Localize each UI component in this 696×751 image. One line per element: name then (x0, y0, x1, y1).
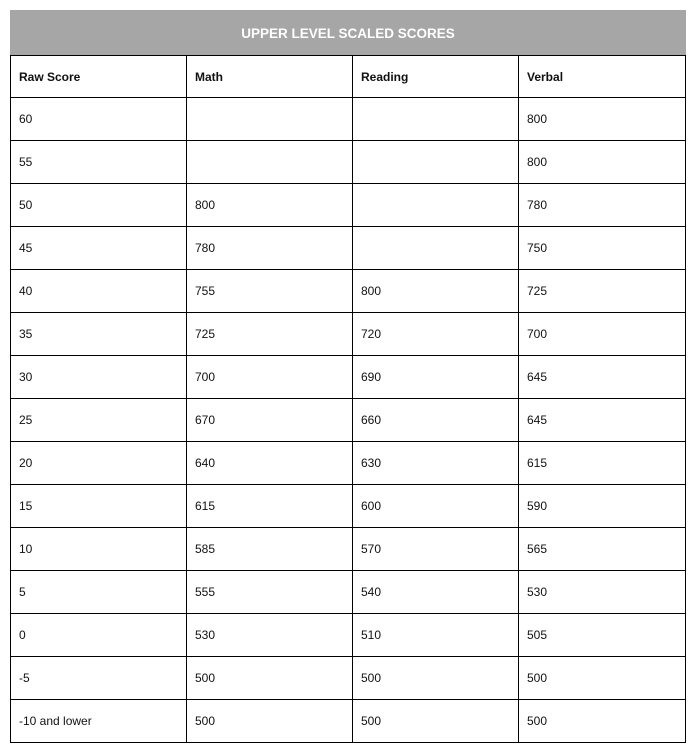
cell-verbal: 530 (519, 571, 686, 614)
cell-verbal: 590 (519, 485, 686, 528)
table-row (11, 614, 686, 657)
table-row (11, 313, 686, 356)
table-row (11, 141, 686, 184)
cell-reading: 510 (353, 614, 519, 657)
cell-raw-score: 45 (11, 227, 187, 270)
cell-reading: 600 (353, 485, 519, 528)
table-row (11, 356, 686, 399)
cell-raw-score: 20 (11, 442, 187, 485)
table-row (11, 571, 686, 614)
table-row (11, 700, 686, 743)
cell-reading: 800 (353, 270, 519, 313)
cell-reading: 500 (353, 700, 519, 743)
cell-math: 530 (187, 614, 353, 657)
cell-reading (353, 184, 519, 227)
column-header-math: Math (187, 56, 353, 98)
table-row (11, 399, 686, 442)
cell-reading (353, 227, 519, 270)
cell-reading (353, 141, 519, 184)
cell-math (187, 98, 353, 141)
cell-raw-score: 25 (11, 399, 187, 442)
table-title: UPPER LEVEL SCALED SCORES (11, 11, 686, 56)
cell-raw-score: 55 (11, 141, 187, 184)
cell-math: 500 (187, 657, 353, 700)
cell-math: 800 (187, 184, 353, 227)
cell-math: 725 (187, 313, 353, 356)
cell-verbal: 800 (519, 98, 686, 141)
cell-raw-score: 0 (11, 614, 187, 657)
cell-verbal: 780 (519, 184, 686, 227)
cell-raw-score: -5 (11, 657, 187, 700)
cell-reading: 540 (353, 571, 519, 614)
cell-math: 670 (187, 399, 353, 442)
table-row (11, 528, 686, 571)
cell-math: 755 (187, 270, 353, 313)
cell-math: 700 (187, 356, 353, 399)
cell-raw-score: 50 (11, 184, 187, 227)
cell-math: 640 (187, 442, 353, 485)
column-header-reading: Reading (353, 56, 519, 98)
cell-raw-score: 30 (11, 356, 187, 399)
cell-raw-score: 40 (11, 270, 187, 313)
cell-math: 615 (187, 485, 353, 528)
table-row (11, 442, 686, 485)
cell-math: 585 (187, 528, 353, 571)
column-header-verbal: Verbal (519, 56, 686, 98)
cell-verbal: 500 (519, 657, 686, 700)
table-row (11, 227, 686, 270)
title-row (11, 11, 686, 56)
column-header-row (11, 56, 686, 98)
table-row (11, 184, 686, 227)
cell-reading: 500 (353, 657, 519, 700)
cell-reading (353, 98, 519, 141)
cell-verbal: 645 (519, 356, 686, 399)
scaled-scores-table (10, 10, 686, 743)
cell-raw-score: 15 (11, 485, 187, 528)
cell-raw-score: 10 (11, 528, 187, 571)
table-row (11, 485, 686, 528)
cell-math (187, 141, 353, 184)
cell-math: 555 (187, 571, 353, 614)
cell-verbal: 800 (519, 141, 686, 184)
cell-reading: 720 (353, 313, 519, 356)
cell-reading: 630 (353, 442, 519, 485)
cell-verbal: 565 (519, 528, 686, 571)
cell-reading: 690 (353, 356, 519, 399)
cell-verbal: 725 (519, 270, 686, 313)
table-row (11, 657, 686, 700)
cell-raw-score: -10 and lower (11, 700, 187, 743)
cell-raw-score: 60 (11, 98, 187, 141)
cell-verbal: 615 (519, 442, 686, 485)
cell-verbal: 750 (519, 227, 686, 270)
cell-verbal: 505 (519, 614, 686, 657)
cell-raw-score: 5 (11, 571, 187, 614)
table-row (11, 98, 686, 141)
cell-reading: 660 (353, 399, 519, 442)
cell-verbal: 700 (519, 313, 686, 356)
table-row (11, 270, 686, 313)
cell-reading: 570 (353, 528, 519, 571)
cell-raw-score: 35 (11, 313, 187, 356)
cell-verbal: 645 (519, 399, 686, 442)
column-header-raw-score: Raw Score (11, 56, 187, 98)
cell-verbal: 500 (519, 700, 686, 743)
cell-math: 500 (187, 700, 353, 743)
cell-math: 780 (187, 227, 353, 270)
